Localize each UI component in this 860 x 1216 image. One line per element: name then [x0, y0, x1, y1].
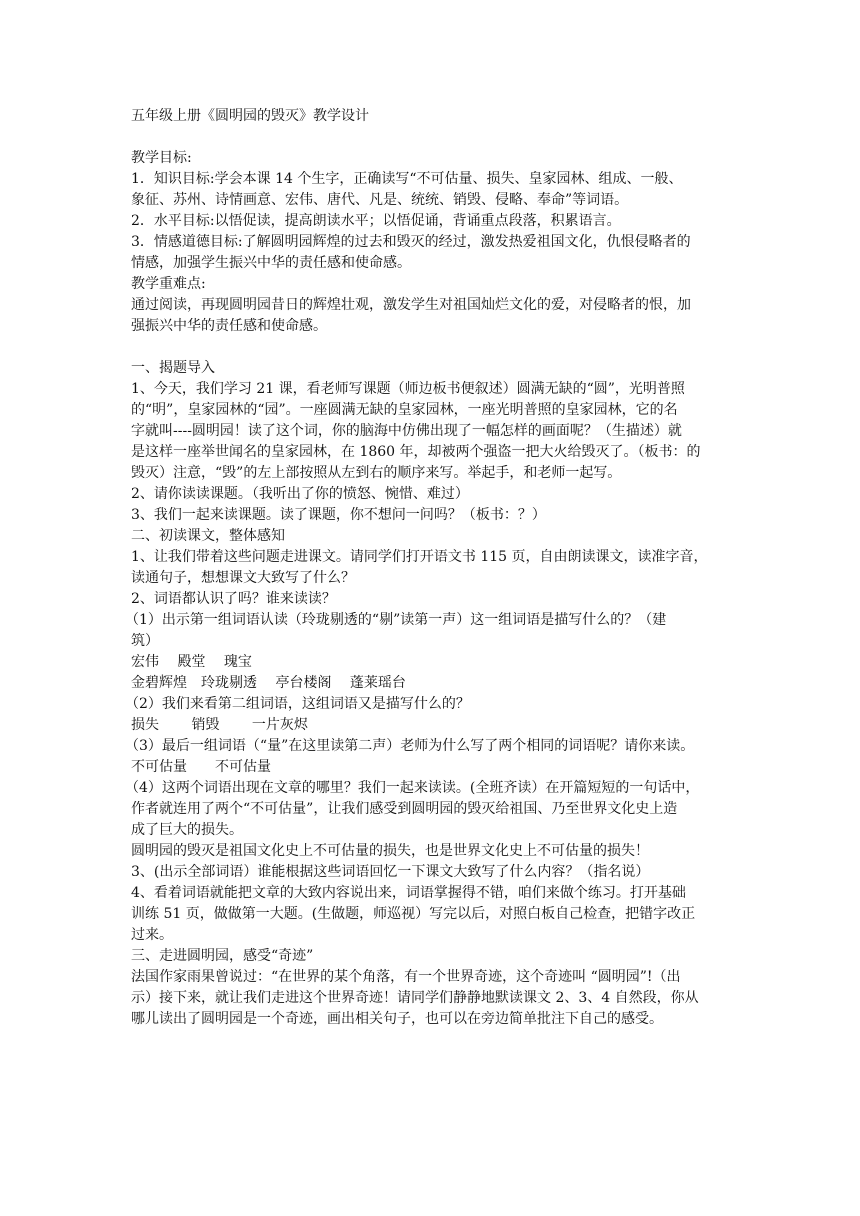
paragraph-line: （1）出示第一组词语认读（玲珑剔透的“剔”读第一声）这一组词语是描写什么的？（建: [125, 612, 667, 628]
paragraph-line: （4）这两个词语出现在文章的哪里？我们一起来读读。(全班齐读）在开篇短短的一句话中，: [125, 780, 700, 796]
paragraph-line: 一、揭题导入: [131, 360, 215, 376]
paragraph-line: 象征、苏州、诗情画意、宏伟、唐代、凡是、统统、销毁、侵略、奉命”等词语。: [131, 192, 629, 208]
paragraph-line: 哪儿读出了圆明园是一个奇迹，画出相关句子，也可以在旁边简单批注下自己的感受。: [131, 1011, 663, 1027]
paragraph-line: 字就叫----圆明园！读了这个词，你的脑海中仿佛出现了一幅怎样的画面呢？（生描述）就: [131, 423, 682, 439]
paragraph-line: 通过阅读，再现圆明园昔日的辉煌壮观，激发学生对祖国灿烂文化的爱，对侵略者的恨，加: [131, 297, 691, 313]
paragraph-line: 圆明园的毁灭是祖国文化史上不可估量的损失，也是世界文化史上不可估量的损失！: [131, 843, 649, 859]
paragraph-line: 3．情感道德目标:了解圆明园辉煌的过去和毁灭的经过，激发热爱祖国文化，仇恨侵略者的: [131, 234, 691, 250]
paragraph-line: 4、看着词语就能把文章的大致内容说出来，词语掌握得不错，咱们来做个练习。打开基础: [131, 885, 686, 901]
paragraph-line: 筑）: [131, 633, 159, 649]
paragraph-line: （2）我们来看第二组词语，这组词语又是描写什么的？: [125, 696, 470, 712]
paragraph-line: [131, 337, 737, 358]
paragraph-line: 不可估量 不可估量: [131, 759, 271, 775]
paragraph-line: 教学重难点:: [131, 276, 206, 292]
document-page: [125, 106, 737, 1030]
paragraph-line: 损失 销毁 一片灰烬: [131, 717, 308, 733]
paragraph-line: （3）最后一组词语（“量”在这里读第二声）老师为什么写了两个相同的词语呢？请你来读。: [125, 738, 695, 754]
paragraph-line: 三、走进圆明园，感受“奇迹”: [131, 948, 314, 964]
paragraph-line: 二、初读课文，整体感知: [131, 528, 285, 544]
paragraph-line: 3、我们一起来读课题。读了课题，你不想问一问吗？（板书：？）: [131, 507, 546, 523]
paragraph-line: 3、(出示全部词语）谁能根据这些词语回忆一下课文大致写了什么内容？（指名说）: [131, 864, 650, 880]
paragraph-line: 1、今天，我们学习 21 课，看老师写课题（师边板书便叙述）圆满无缺的“圆”，光明普照: [131, 381, 685, 397]
paragraph-line: 2、词语都认识了吗？谁来读读？: [131, 591, 336, 607]
paragraph-line: 2、请你读读课题。（我听出了你的愤怒、惋惜、难过）: [131, 486, 469, 502]
paragraph-line: 宏伟 殿堂 瑰宝: [131, 654, 252, 670]
blank-line: [131, 127, 737, 148]
paragraph-line: 情感，加强学生振兴中华的责任感和使命感。: [131, 255, 411, 271]
document-body: [125, 148, 737, 1030]
paragraph-line: 示）接下来，就让我们走进这个世界奇迹！请同学们静静地默读课文 2、3、4 自然段，你从: [131, 990, 699, 1006]
paragraph-line: 1、让我们带着这些问题走进课文。请同学们打开语文书 115 页，自由朗读课文，读准字音，: [131, 549, 708, 565]
paragraph-line: 作者就连用了两个“不可估量”，让我们感受到圆明园的毁灭给祖国、乃至世界文化史上造: [131, 801, 678, 817]
paragraph-line: 强振兴中华的责任感和使命感。: [131, 318, 327, 334]
paragraph-line: 成了巨大的损失。: [131, 822, 243, 838]
paragraph-line: 2．水平目标:以悟促读，提高朗读水平；以悟促诵，背诵重点段落，积累语言。: [131, 213, 621, 229]
paragraph-line: 是这样一座举世闻名的皇家园林，在 1860 年，却被两个强盗一把大火给毁灭了。（板书：的: [131, 444, 701, 460]
paragraph-line: 的“明”，皇家园林的“园”。一座圆满无缺的皇家园林，一座光明普照的皇家园林，它的名: [131, 402, 678, 418]
paragraph-line: 读通句子，想想课文大致写了什么？: [131, 570, 355, 586]
paragraph-line: 法国作家雨果曾说过：“在世界的某个角落，有一个世界奇迹，这个奇迹叫 “圆明园”!（出: [131, 969, 681, 985]
paragraph-line: 1．知识目标:学会本课 14 个生字，正确读写“不可估量、损失、皇家园林、组成、一般、: [131, 171, 683, 187]
paragraph-line: 训练 51 页，做做第一大题。(生做题，师巡视）写完以后，对照白板自己检查，把错字改正: [131, 906, 696, 922]
paragraph-line: 教学目标:: [131, 150, 192, 166]
paragraph-line: 金碧辉煌 玲珑剔透 亭台楼阁 蓬莱瑶台: [131, 675, 406, 691]
document-title: 五年级上册《圆明园的毁灭》教学设计: [131, 108, 369, 124]
paragraph-line: 毁灭）注意，“毁”的左上部按照从左到右的顺序来写。举起手，和老师一起写。: [131, 465, 622, 481]
paragraph-line: 过来。: [131, 927, 173, 943]
